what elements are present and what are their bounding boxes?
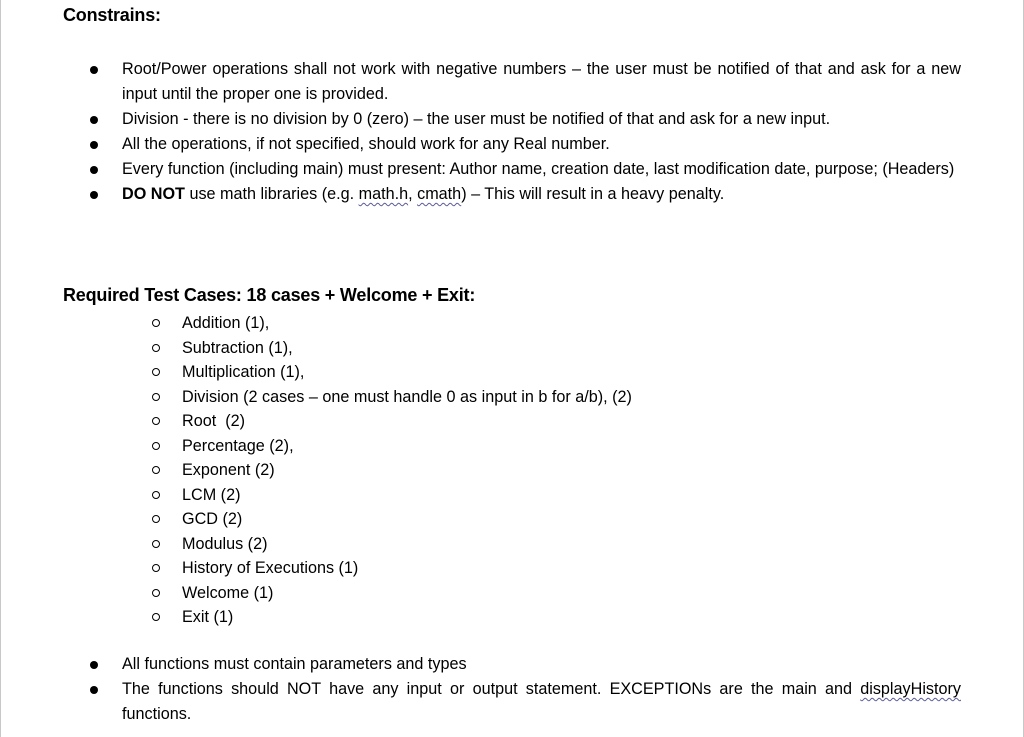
list-item xyxy=(1,409,1024,434)
test-case-label: History of Executions (1) xyxy=(182,559,359,577)
constraints-list xyxy=(1,57,1024,207)
bullet-icon xyxy=(90,166,98,174)
test-case-label: Root (2) xyxy=(182,412,245,430)
hollow-bullet-icon xyxy=(152,491,160,499)
requirement-text: All functions must contain parameters and types xyxy=(122,655,467,673)
hollow-bullet-icon xyxy=(152,466,160,474)
list-item xyxy=(1,157,1024,182)
function-name: displayHistory xyxy=(860,680,961,698)
constraint-text: use math libraries (e.g. xyxy=(184,185,359,203)
hollow-bullet-icon xyxy=(152,589,160,597)
bullet-icon xyxy=(90,661,98,669)
test-case-label: GCD (2) xyxy=(182,510,243,528)
test-case-label: LCM (2) xyxy=(182,485,241,504)
test-case-label: Exit (1) xyxy=(182,608,234,626)
bullet-icon xyxy=(90,116,98,124)
test-case-label: Subtraction (1), xyxy=(182,338,293,357)
constraint-text: Every function (including main) must present: Author name, creation date, last modification date, purpose; (Headers) xyxy=(122,160,955,178)
library-name: cmath xyxy=(417,185,462,203)
test-case-label: Exponent (2) xyxy=(182,461,275,479)
bullet-icon xyxy=(90,191,98,199)
list-item xyxy=(1,532,1024,557)
test-case-label: Modulus (2) xyxy=(182,534,268,553)
list-item xyxy=(1,434,1024,459)
list-item xyxy=(1,311,1024,336)
test-case-label: Addition (1), xyxy=(182,314,270,332)
hollow-bullet-icon xyxy=(152,515,160,523)
separator-text: , xyxy=(408,185,418,203)
constraint-text: Division - there is no division by 0 (zero) – the user must be notified of that and ask for a new input. xyxy=(122,110,831,128)
requirement-text: functions. xyxy=(122,705,192,723)
list-item xyxy=(1,57,1024,107)
list-item xyxy=(1,507,1024,532)
requirements-list xyxy=(1,652,1024,727)
hollow-bullet-icon xyxy=(152,442,160,450)
requirement-text: The functions should NOT have any input or output statement. EXCEPTIONs are the main and xyxy=(122,680,861,698)
hollow-bullet-icon xyxy=(152,613,160,621)
list-item xyxy=(1,458,1024,483)
list-item xyxy=(1,677,1024,727)
test-case-label: Percentage (2), xyxy=(182,436,294,455)
bullet-icon xyxy=(90,66,98,74)
hollow-bullet-icon xyxy=(152,319,160,327)
hollow-bullet-icon xyxy=(152,540,160,548)
test-cases-heading: Required Test Cases: 18 cases + Welcome + Exit: xyxy=(63,285,476,305)
constraint-text: Root/Power operations shall not work with negative numbers – the user must be notified of that and ask for a new input until the proper one is provided. xyxy=(122,60,961,103)
list-item xyxy=(1,182,1024,207)
test-case-label: Welcome (1) xyxy=(182,583,274,602)
library-name: math.h xyxy=(358,185,409,203)
list-item xyxy=(1,652,1024,677)
bullet-icon xyxy=(90,141,98,149)
list-item xyxy=(1,132,1024,157)
bullet-icon xyxy=(90,686,98,694)
list-item xyxy=(1,605,1024,630)
list-item xyxy=(1,483,1024,508)
constraint-text: ) – This will result in a heavy penalty. xyxy=(461,185,725,203)
emphasis-text: DO NOT xyxy=(122,185,185,203)
test-case-label: Multiplication (1), xyxy=(182,363,305,381)
hollow-bullet-icon xyxy=(152,564,160,572)
hollow-bullet-icon xyxy=(152,344,160,352)
constraints-heading: Constrains: xyxy=(63,5,161,25)
list-item xyxy=(1,556,1024,581)
list-item xyxy=(1,336,1024,361)
hollow-bullet-icon xyxy=(152,368,160,376)
test-cases-list xyxy=(1,311,1024,630)
list-item xyxy=(1,107,1024,132)
test-case-label: Division (2 cases – one must handle 0 as input in b for a/b), (2) xyxy=(182,387,632,406)
list-item xyxy=(1,581,1024,606)
list-item xyxy=(1,360,1024,385)
hollow-bullet-icon xyxy=(152,393,160,401)
list-item xyxy=(1,385,1024,410)
hollow-bullet-icon xyxy=(152,417,160,425)
constraint-text: All the operations, if not specified, should work for any Real number. xyxy=(122,135,610,153)
